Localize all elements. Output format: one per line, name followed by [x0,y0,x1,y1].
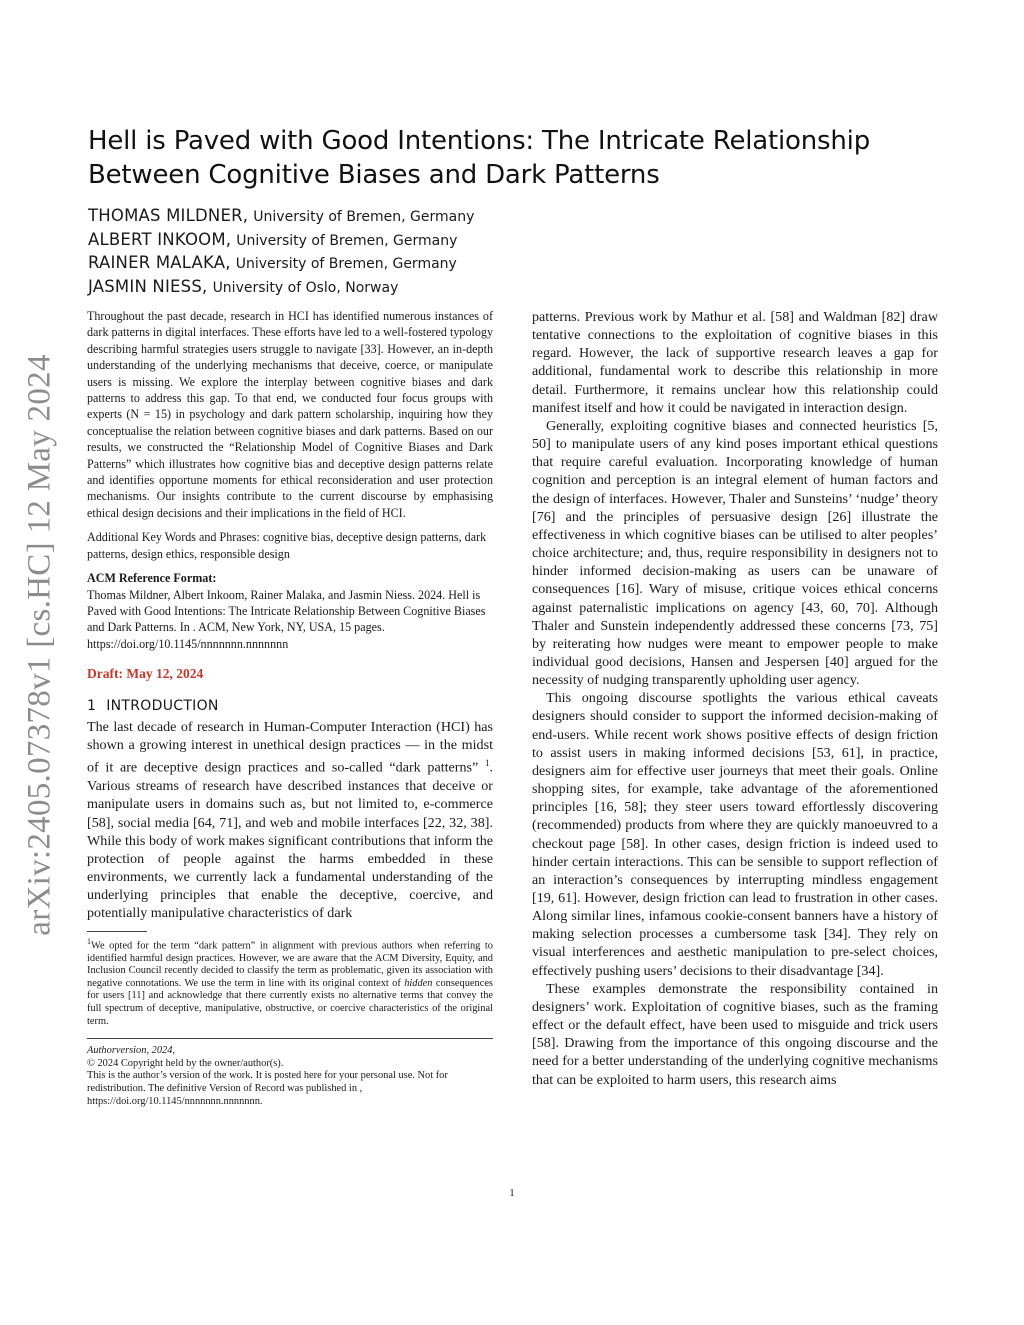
author-version: Authorversion, 2024, [87,1045,176,1057]
arxiv-sidebar [14,345,66,945]
section-heading [87,698,493,714]
footnote-text: We opted for the term “dark pattern” in alignment with previous authors when referring to identified harmful design practices. However, we are aware that the ACM Diversity, Equity, and Inclusion Council recently decided to classify the term as problematic, given its association with negative connotations. We use the term in line with its original context of [87,940,493,989]
footnote-marker[interactable]: 1 [484,758,490,769]
author-affiliation: University of Bremen, Germany [253,209,475,225]
author-name: JASMIN NIESS, [88,276,208,296]
intro-text: The last decade of research in Human-Computer Interaction (HCI) has shown a growing interest in unethical design practices — in the midst of it are deceptive design practices and so-called “dark patterns” [87,719,493,777]
author-name: RAINER MALAKA, [88,253,231,272]
acm-reference-text: Thomas Mildner, Albert Inkoom, Rainer Malaka, and Jasmin Niess. 2024. Hell is Paved with Good Intentions: The Intricate Relationship Between Cognitive Biases and Dark Patterns. In . ACM, New York, NY, USA, 15 pages. https://doi.org/10.1145/nnnnnnn.nnnnnnn [87,587,486,651]
footnote-number: 1 [87,936,91,946]
author-entry [88,206,548,230]
draft-date: Draft: May 12, 2024 [87,666,204,682]
footnote-text-continued: consequences for users [11] and acknowledge that there currently exists no alternative terms that convey the full spectrum of deceptive, manipulative, obstructive, or coercive characteristics of the original term. [87,977,493,1027]
footer-divider [87,1038,493,1039]
left-column [87,308,493,1108]
author-entry [88,277,548,301]
author-entry [88,253,548,277]
author-entry [88,230,548,254]
footnote [87,936,493,1029]
body-paragraph: Generally, exploiting cognitive biases and connected heuristics [5, 50] to manipulate users of any kind poses important ethical questions that require careful evaluation. Incorporating knowledge of human cognition and perception is an integral element of human factors and the design of interfaces. However, Thaler and Sunsteins’ ‘nudge’ theory [76] and the principles of persuasive design [26] illustrate the effectiveness in which cognitive biases can be utilised to alter peoples’ choice architecture; and, thus, require responsibility in designers not to hinder informed decision-making as users can be unaware of consequences [16]. Wary of misuse, critique voices ethical concerns against paternalistic implications on agency [43, 60, 70]. Although Thaler and Sunstein independently addressed these concerns [73, 75] by reiterating how nudges were meant to empower people to make individual good decisions, Hansen and Jespersen [40] argued for the necessity of nudging transparently upholding user agency. [532,417,938,689]
section-title: INTRODUCTION [106,698,219,715]
body-paragraph: This ongoing discourse spotlights the various ethical caveats designers should consider to support the informed decision-making of end-users. While recent work shows positive effects of design friction to assist users in making informed decisions [53, 61], in practice, designers aim for effective user journeys that meet their goals. Online shopping sites, for example, take advantage of the aforementioned principles [16, 58]; they steer users toward effortlessly discovering (recommended) products from where they are quickly manoeuvred to a checkout page [58]. In other cases, design friction is indeed used to hinder certain interactions. This can be sensible to support reflection of an interaction’s consequences by interrupting mindless engagement [19, 61]. However, design friction can lead to frustration in other cases. Along similar lines, infamous cookie-consent banners have a history of making selection processes a cumbersome task [34]. They rely on visual interferences and aesthetic manipulation to pre-select choices, effectively pushing users’ decisions to their disadvantage [34]. [532,690,938,979]
author-affiliation: University of Bremen, Germany [236,232,458,249]
abstract [87,308,493,521]
paper-title: Hell is Paved with Good Intentions: The Intricate Relationship Between Cognitive Biases and Dark Patterns [88,126,870,190]
intro-text-continued: . Various streams of research have described instances that deceive or manipulate users in domains such as, but not limited to, e-commerce [58], social media [64, 71], and web and mobile interfaces [22, 32, 38]. While this body of work makes significant contributions that inform the protection of people against the harms embedded in these environments, we currently lack a fundamental understanding of the underlying principles that enable the deceptive, coercive, and potentially manipulative characteristics of dark [87,760,493,922]
author-list [88,206,548,300]
acm-reference-heading: ACM Reference Format: [87,571,217,586]
right-column [532,308,938,1089]
body-paragraph: patterns. Previous work by Mathur et al. [58] and Waldman [82] draw tentative connections to the exploitation of cognitive biases in this regard. However, the lack of supportive research leaves a gap for additional, fundamental work to describe this relationship in more detail. Furthermore, it remains unclear how this relationship could manifest itself and how it could be navigated in interaction design. [532,309,938,416]
footnote-divider [87,931,147,932]
keywords: Additional Key Words and Phrases: cognitive bias, deceptive design patterns, dark patterns, design ethics, responsible design [87,530,487,561]
intro-paragraph [87,718,493,922]
abstract-text: Throughout the past decade, research in HCI has identified numerous instances of dark patterns in digital interfaces. These efforts have led to a well-fostered typology describing harmful strategies users struggle to navigate [33]. However, an in-depth understanding of the underlying mechanisms that deceive, coerce, or manipulate users is missing. We explore the interplay between cognitive biases and dark patterns to address this gap. To that end, we conducted four focus groups with experts (N = 15) in psychology and dark pattern scholarship, inquiring how they conceptualise the relation between cognitive biases and dark patterns. Based on our results, we constructed the “Relationship Model of Cognitive Biases and Dark Patterns” which illustrates how cognitive bias and deceptive design patterns relate and identifies opportune moments for ethical reconsideration and user protection mechanisms. Our insights contribute to the current discourse by emphasising ethical design decisions and their implications in the field of HCI. [87,309,493,520]
author-name: ALBERT INKOOM, [88,229,232,249]
author-affiliation: University of Bremen, Germany [235,256,457,272]
section-number: 1 [87,698,97,715]
body-paragraph: These examples demonstrate the responsibility contained in designers’ work. Exploitation of cognitive biases, such as the framing effect or the default effect, have been used to misguide and trick users [58]. Drawing from the importance of this ongoing discourse and the need for a better understanding of the underlying cognitive mechanisms that can be exploited to harm users, this research aims [532,980,938,1088]
copyright: © 2024 Copyright held by the owner/author(s). [87,1057,284,1069]
arxiv-identifier: arXiv:2405.07378v1 [cs.HC] 12 May 2024 [21,354,58,936]
page-number: 1 [509,1187,515,1199]
footnote-emphasis: hidden [404,977,433,989]
version-notice: This is the author’s version of the work. It is posted here for your personal use. Not for redistribution. The definitive Version of Record was published in , https://doi.org/10.1145/nnnnnnn.nnnnnnn. [87,1070,448,1107]
author-affiliation: University of Oslo, Norway [212,279,399,296]
author-name: THOMAS MILDNER, [88,206,249,225]
